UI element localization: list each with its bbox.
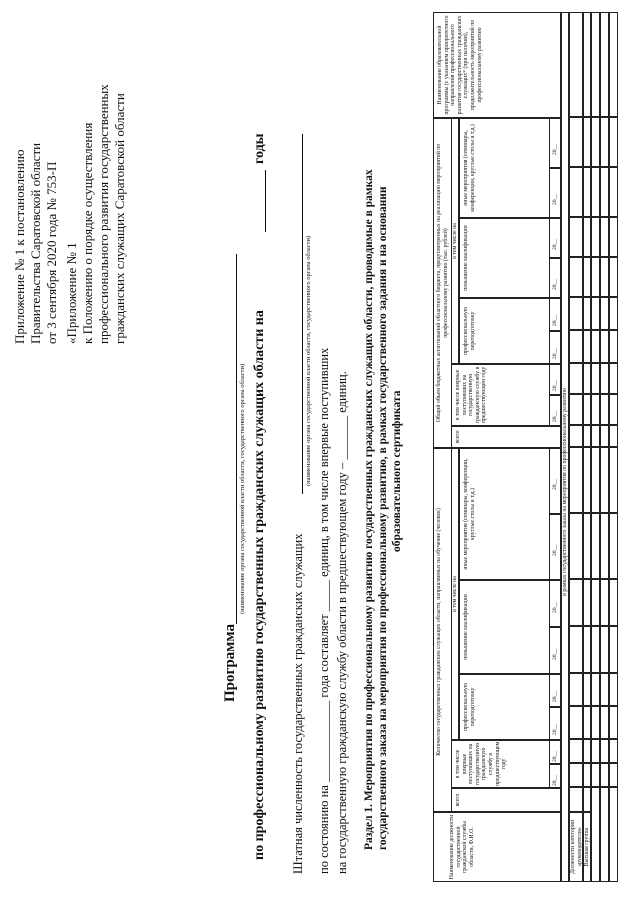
header-position-text: Наименование должности государственной гражданской службы области, Ф.И.О. [449, 814, 475, 880]
body-divider [569, 705, 618, 707]
body-divider [569, 256, 618, 258]
body-divider [569, 738, 618, 740]
count-retraining-text: профессиональную переподготовку [463, 682, 476, 732]
funds-retraining-text: профессиональную переподготовку [463, 306, 476, 356]
count-oth-year-b-text: 20__ [552, 478, 558, 490]
body-divider [569, 578, 618, 580]
attach-line-4: гражданских служащих Саратовской области [112, 93, 127, 344]
body-divider [569, 329, 618, 331]
body-divider [569, 362, 618, 364]
row-category-text: Должности категории «руководители» [570, 820, 583, 874]
count-oth-year-a-text: 20__ [552, 544, 558, 556]
count-adv-year-a-text: 20__ [552, 648, 558, 660]
section1-line-2: государственного заказа на мероприятия по профессиональному развитию, в рамках государственного задания и на основании [377, 186, 389, 850]
funds-oth-year-b-text: 20__ [552, 143, 558, 155]
count-ret-year-a-text: 20__ [552, 723, 558, 735]
funds-new-year-b-text: 20__ [552, 379, 558, 391]
count-advanced-text: повышение квалификации [463, 594, 469, 660]
funds-other-text: иные мероприятия (семинары, конференции, круглые столы и т.д.) [463, 124, 476, 212]
row-group-text: Высшая группа [584, 827, 590, 867]
header-funds-text: Общий объем бюджетных ассигнований областного бюджета, предусмотренных на реализацию мероприятий по профессиональному развитию (тыс. рублей) [436, 143, 449, 423]
count-total-text: всего [455, 793, 461, 807]
section1-line-1: Раздел 1. Мероприятия по профессиональному развитию государственных гражданских служащих области, проводимые в рамках [363, 169, 375, 850]
attach-line-1: «Приложение № 1 [64, 242, 79, 344]
funds-including-text: в том числе на [452, 223, 458, 259]
body-divider [569, 786, 618, 788]
staff-line-3: на государственную гражданскую службу области в предшествующем году – _______ единиц. [335, 371, 349, 874]
count-including-text: в том числе на [452, 576, 458, 612]
funds-oth-year-a-text: 20__ [552, 193, 558, 205]
body-divider [569, 296, 618, 298]
attach-line-2: к Положению о порядке осуществления [80, 122, 95, 344]
funds-new-year-a-text: 20__ [552, 410, 558, 422]
body-divider [569, 512, 618, 514]
count-new-text: в том числе впервые поступивших на государственную гражданскую службу в предшествующем году [455, 741, 508, 786]
body-divider [569, 672, 618, 674]
body-divider [569, 116, 618, 118]
staff-line-2: по состоянию на _____________ года составляет _____ единиц, в том числе впервые поступивших [317, 347, 331, 874]
subsection-text: в рамках государственного заказа на мероприятия по профессиональному развитию [562, 388, 568, 596]
count-adv-year-b-text: 20__ [552, 601, 558, 613]
row-group-cells [583, 12, 591, 812]
count-new-year-b-text: 20__ [552, 750, 558, 762]
body-divider [569, 625, 618, 627]
body-divider [569, 166, 618, 168]
program-years-blank [265, 170, 266, 232]
header-program-text: Наименование образовательной программы (с указанием приоритетного направления профессионального развития государственных гражданских служащих* (при наличии), продолжительность мероприятий по профессиональному развитию [437, 15, 483, 115]
staff-line-1: Штатная численность государственных гражданских служащих [291, 533, 305, 874]
count-total-col [451, 788, 561, 812]
count-advanced-col [459, 580, 561, 674]
header-count-text: Количество государственных гражданских служащих области, направляемых на обучение (человек) [436, 508, 442, 756]
body-divider [569, 216, 618, 218]
program-subtitle: по профессиональному развитию государственных гражданских служащих области на [252, 310, 267, 860]
body-divider [569, 446, 618, 448]
count-other-text: иные мероприятия (семинары, конференции, круглые столы и т.д.) [463, 458, 476, 570]
program-org-caption: (наименование органа государственной власти области, государственного органа области) [239, 363, 246, 614]
activities-table [433, 12, 618, 882]
funds-ret-year-a-text: 20__ [552, 347, 558, 359]
body-divider [569, 393, 618, 395]
header-line-1: Приложение № 1 к постановлению [12, 149, 27, 344]
funds-adv-year-a-text: 20__ [552, 278, 558, 290]
row-category-cells [569, 12, 583, 812]
funds-advanced-text: повышение квалификации [463, 225, 469, 291]
funds-new-text: в том числе впервые поступивших на государственную гражданскую службу в предшествующем году [455, 366, 488, 424]
header-line-2: Правительства Саратовской области [28, 142, 43, 344]
body-divider [569, 424, 618, 426]
header-line-3: от 3 сентября 2020 года № 753-П [44, 161, 59, 344]
funds-total-col [451, 426, 561, 448]
rotated-landscape-sheet [8, 12, 618, 882]
staff-org-blank [302, 134, 303, 494]
funds-total-text: всего [455, 430, 461, 444]
program-title: Программа [222, 624, 238, 702]
funds-ret-year-b-text: 20__ [552, 314, 558, 326]
funds-adv-year-b-text: 20__ [552, 238, 558, 250]
funds-advanced-col [459, 218, 561, 298]
program-years-label: годы [252, 133, 267, 164]
section1-line-3: образовательного сертификата [391, 390, 403, 552]
count-new-year-a-text: 20__ [552, 774, 558, 786]
attach-line-3: профессионального развития государственных [96, 84, 111, 344]
program-title-blank [236, 254, 237, 624]
body-divider [569, 762, 618, 764]
staff-org-caption: (наименование органа государственной власти области, государственного органа области) [305, 235, 312, 486]
count-ret-year-b-text: 20__ [552, 690, 558, 702]
